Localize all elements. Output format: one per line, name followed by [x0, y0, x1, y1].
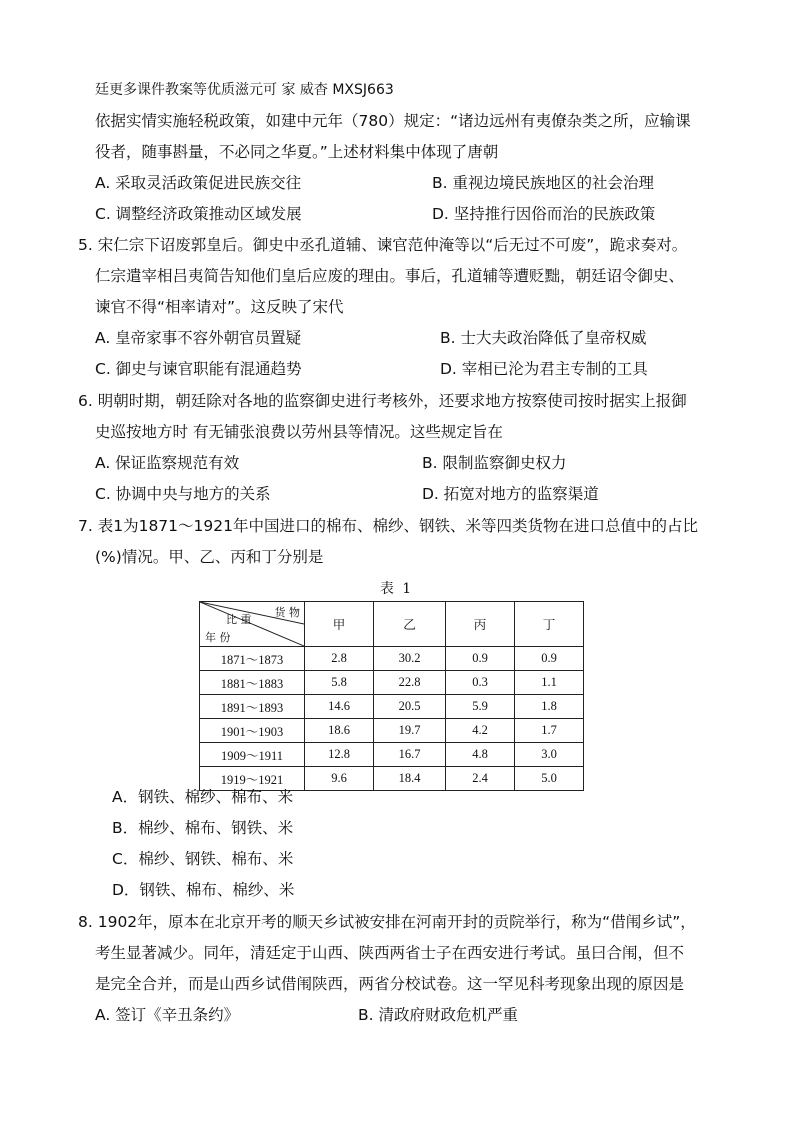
q6-option-d[interactable]: D. 拓宽对地方的监察渠道	[422, 485, 599, 503]
q4-line-1: 依据实情实施轻税政策，如建中元年（780）规定：“诸边远州有夷僚杂类之所，应输课	[95, 112, 691, 130]
q8-line-3: 是完全合并，而是山西乡试借闱陕西，两省分校试卷。这一罕见科考现象出现的原因是	[95, 975, 685, 993]
table-row	[200, 743, 584, 767]
value-cell: 22.8	[374, 671, 446, 695]
q8-line-2: 考生显著减少。同年，清廷定于山西、陕西两省士子在西安进行考试。虽曰合闱，但不	[95, 944, 685, 962]
q7-option-d[interactable]: D．钢铁、棉布、棉纱、米	[112, 881, 295, 899]
q8-line-1: 8. 1902年，原本在北京开考的顺天乡试被安排在河南开封的贡院举行，称为“借闱乡试”，	[78, 913, 696, 931]
q5-option-d[interactable]: D. 宰相已沦为君主专制的工具	[440, 360, 648, 378]
q7-option-c[interactable]: C．棉纱、钢铁、棉布、米	[112, 850, 294, 868]
value-cell: 18.4	[374, 767, 446, 791]
table-caption: 表 1	[379, 581, 414, 597]
value-cell: 1.7	[515, 719, 584, 743]
import-share-table	[199, 601, 584, 791]
value-cell: 5.9	[446, 695, 515, 719]
value-cell: 3.0	[515, 743, 584, 767]
value-cell: 0.3	[446, 671, 515, 695]
value-cell: 0.9	[515, 647, 584, 671]
q7-line-1: 7. 表1为1871～1921年中国进口的棉布、棉纱、钢铁、米等四类货物在进口总值中的占比	[78, 517, 698, 535]
value-cell: 5.8	[305, 671, 374, 695]
q5-line-3: 谏官不得“相率请对”。这反映了宋代	[95, 298, 344, 316]
value-cell: 16.7	[374, 743, 446, 767]
value-cell: 12.8	[305, 743, 374, 767]
q4-option-c[interactable]: C. 调整经济政策推动区域发展	[95, 205, 302, 223]
q6-option-b[interactable]: B. 限制监察御史权力	[422, 454, 567, 472]
value-cell: 30.2	[374, 647, 446, 671]
value-cell: 2.8	[305, 647, 374, 671]
q7-option-b[interactable]: B．棉纱、棉布、钢铁、米	[112, 819, 294, 837]
q6-option-c[interactable]: C. 协调中央与地方的关系	[95, 485, 271, 503]
q8-option-a[interactable]: A. 签订《辛丑条约》	[95, 1006, 240, 1024]
year-cell: 1871～1873	[200, 647, 305, 671]
value-cell: 9.6	[305, 767, 374, 791]
column-header: 乙	[374, 602, 446, 647]
value-cell: 4.8	[446, 743, 515, 767]
q4-option-d[interactable]: D. 坚持推行因俗而治的民族政策	[432, 205, 656, 223]
year-cell: 1919～1921	[200, 767, 305, 791]
header-line: 廷更多课件教案等优质滋元可 家 威杳 MXSJ663	[95, 82, 394, 98]
q5-option-c[interactable]: C. 御史与谏官职能有混通趋势	[95, 360, 302, 378]
value-cell: 1.8	[515, 695, 584, 719]
q5-line-1: 5. 宋仁宗下诏废郭皇后。御史中丞孔道辅、谏官范仲淹等以“后无过不可废”，跪求奏对。	[78, 236, 688, 254]
diagonal-header-cell	[200, 602, 305, 647]
value-cell: 19.7	[374, 719, 446, 743]
year-cell: 1909～1911	[200, 743, 305, 767]
q5-option-b[interactable]: B. 士大夫政治降低了皇帝权威	[440, 329, 647, 347]
header-ratio: 比 重	[226, 613, 252, 626]
value-cell: 1.1	[515, 671, 584, 695]
value-cell: 20.5	[374, 695, 446, 719]
column-header: 丁	[515, 602, 584, 647]
table-row	[200, 647, 584, 671]
q6-line-2: 史巡按地方时 有无铺张浪费以劳州县等情况。这些规定旨在	[95, 423, 503, 441]
value-cell: 14.6	[305, 695, 374, 719]
q6-option-a[interactable]: A. 保证监察规范有效	[95, 454, 240, 472]
table-row	[200, 671, 584, 695]
q5-option-a[interactable]: A. 皇帝家事不容外朝官员置疑	[95, 329, 302, 347]
header-goods: 货 物	[274, 606, 300, 619]
value-cell: 0.9	[446, 647, 515, 671]
value-cell: 2.4	[446, 767, 515, 791]
table-row	[200, 695, 584, 719]
q4-option-a[interactable]: A. 采取灵活政策促进民族交往	[95, 174, 302, 192]
q7-line-2: (%)情况。甲、乙、丙和丁分别是	[95, 548, 324, 566]
column-header: 丙	[446, 602, 515, 647]
column-header: 甲	[305, 602, 374, 647]
q4-option-b[interactable]: B. 重视边境民族地区的社会治理	[432, 174, 654, 192]
q7-option-a[interactable]: A．钢铁、棉纱、棉布、米	[112, 788, 294, 806]
q6-line-1: 6. 明朝时期，朝廷除对各地的监察御史进行考核外，还要求地方按察使司按时据实上报御	[78, 392, 687, 410]
year-cell: 1901～1903	[200, 719, 305, 743]
value-cell: 18.6	[305, 719, 374, 743]
q8-option-b[interactable]: B. 清政府财政危机严重	[358, 1006, 518, 1024]
table-row	[200, 719, 584, 743]
q5-line-2: 仁宗遣宰相吕夷简告知他们皇后应废的理由。事后，孔道辅等遭贬黜，朝廷诏令御史、	[95, 267, 685, 285]
q4-line-2: 役者，随事斟量，不必同之华夏。”上述材料集中体现了唐朝	[95, 143, 499, 161]
year-cell: 1891～1893	[200, 695, 305, 719]
table-header-row	[200, 602, 584, 647]
year-cell: 1881～1883	[200, 671, 305, 695]
header-year: 年 份	[205, 631, 231, 644]
value-cell: 5.0	[515, 767, 584, 791]
value-cell: 4.2	[446, 719, 515, 743]
